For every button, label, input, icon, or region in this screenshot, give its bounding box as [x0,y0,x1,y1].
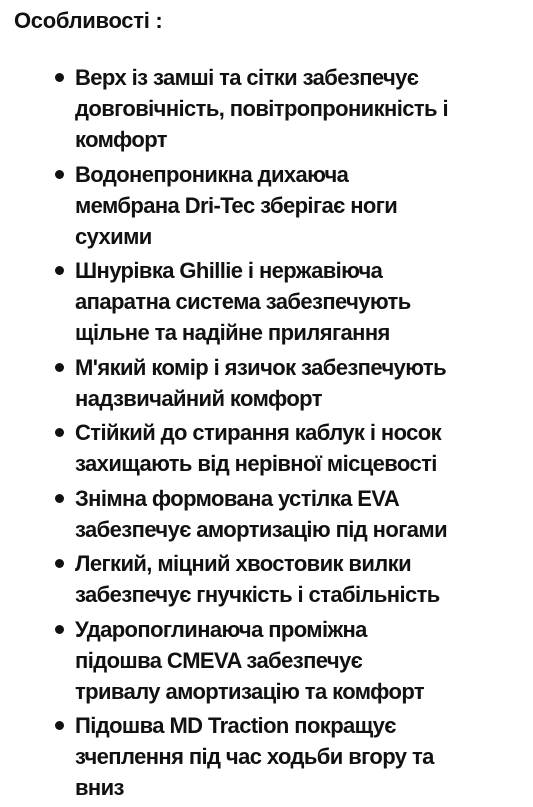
feature-item [0,614,533,707]
feature-text-line: комфорт [75,127,167,152]
feature-text-line: тривалу амортизацію та комфорт [75,678,425,704]
feature-text-line: довговічність, повітропроникність і [75,96,448,121]
feature-text-line: Знімна формована устілка EVA [75,485,400,511]
feature-text-line: забезпечує гнучкість і стабільність [75,582,440,607]
features-heading: Особливості : [14,8,163,33]
bullet-icon [55,721,64,730]
feature-text-line: захищають від нерівної місцевості [75,451,437,476]
feature-text-line: Стійкий до стирання каблук і носок [75,420,441,445]
feature-text-line: зчеплення під час ходьби вгору та [75,744,434,769]
bullet-icon [55,266,64,275]
feature-item [0,352,533,414]
bullet-icon [55,363,64,372]
bullet-icon [55,625,64,634]
feature-text-line: сухими [75,223,152,249]
feature-item [0,62,533,155]
feature-item [0,417,533,479]
feature-item [0,710,533,803]
feature-item [0,255,533,348]
bullet-icon [55,494,64,503]
features-list [0,62,533,807]
feature-text-line: М'який комір і язичок забезпечують [75,354,446,380]
feature-text-line: Верх із замші та сітки забезпечує [75,65,419,90]
feature-text-line: Легкий, міцний хвостовик вилки [75,551,411,576]
feature-text-line: Підошва MD Traction покращує [75,713,396,738]
bullet-icon [55,73,64,82]
bullet-icon [55,170,64,179]
feature-text-line: Водонепроникна дихаюча [75,161,349,187]
feature-text-line: вниз [75,775,124,800]
feature-item [0,159,533,252]
feature-item [0,548,533,610]
feature-text-line: Ударопоглинаюча проміжна [75,616,367,642]
bullet-icon [55,559,64,568]
feature-text-line: надзвичайний комфорт [75,385,322,411]
feature-item [0,483,533,545]
feature-text-line: забезпечує амортизацію під ногами [75,516,448,542]
feature-text-line: щільне та надійне прилягання [75,320,390,345]
bullet-icon [55,428,64,437]
feature-text-line: мембрана Dri-Tec зберігає ноги [75,192,398,218]
feature-text-line: підошва CMEVA забезпечує [75,647,363,673]
feature-text-line: Шнурівка Ghillie і нержавіюча [75,258,383,283]
feature-text-line: апаратна система забезпечують [75,289,411,314]
